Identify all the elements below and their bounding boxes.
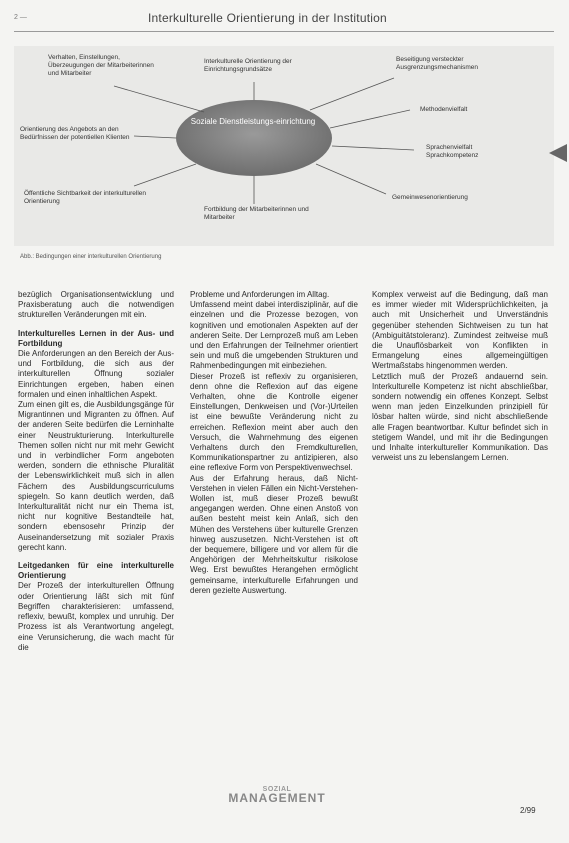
text-column-3 xyxy=(372,290,548,463)
connector-7 xyxy=(134,164,196,186)
header-mark: 2 — xyxy=(14,14,27,21)
paragraph: Der Prozeß der interkulturellen Öffnung oder Orientierung läßt sich mit fünf Begriffen charakterisieren: umfassend, reflexiv, bewußt, komplex und unruhig. Der Prozess ist als Verantwortung angelegt, eine Verunsicherung, die wach macht für die xyxy=(18,581,174,652)
paragraph: Zum einen gilt es, die Ausbildungsgänge für Migrantinnen und Migranten zu öffnen. Auf der anderen Seite bedürfen die Lerninhalte einer Neustrukturierung. Interkulturelle Themen sollen nicht nur mit mehr Gewicht und in verbindlicher Form angeboten werden, sondern die ethnische Pluralität der Lebenswirklichkeit muß sich in allen Fächern des Ausbildungscurriculums spiegeln. So kann deutlich werden, daß Interkulturalität nicht nur ein Thema ist, nicht nur kognitive Bestandteile hat, sondern ebensosehr Prinzip der Auseinandersetzung mit sozialer Praxis gerecht kann. xyxy=(18,400,174,552)
section-heading: Interkulturelles Lernen in der Aus- und Fortbildung xyxy=(18,328,174,348)
node-staff-attitudes: Verhalten, Einstellungen, Überzeugungen der Mitarbeiterinnen und Mitarbeiter xyxy=(48,54,154,77)
paragraph: Probleme und Anforderungen im Alltag. xyxy=(190,290,330,299)
paragraph: Umfassend meint dabei interdisziplinär, auf die einzelnen und die Prozesse bezogen, von kognitiven und emotionalen Aspekten auf der anderen Seite. Der Lernprozeß muß am Leben und den Erfahrungen der Teilnehmer orientiert sein und muß die umgebenden Strukturen und Rahmenbedingungen mit einbeziehen. xyxy=(190,300,358,371)
paragraph: Letztlich muß der Prozeß andauernd sein. Interkulturelle Kompetenz ist nicht abschließbar, sondern notwendig ein offenes Konzept. Selbst wenn man jeden Einzelkunden prinzipiell für lösbar halten würde, sind nicht abschließende alle Fragen beantwortbar. Kultur befindet sich in stetigem Wandel, und mit ihr die Bedingungen und Inhalte interkultureller Kommunikation. Das verweist uns zu lebenslangem Lernen. xyxy=(372,371,548,463)
node-exclusion-mechanisms: Beseitigung versteckter Ausgrenzungsmechanismen xyxy=(396,56,479,71)
node-languages: Sprachenvielfalt Sprachkompetenz xyxy=(426,144,479,159)
center-label: Soziale Dienstleistungs-einrichtung xyxy=(190,117,316,126)
logo-top-text: SOZIAL xyxy=(262,786,292,793)
section-heading: Leitgedanken für eine interkulturelle Orientierung xyxy=(18,561,174,581)
header-rule xyxy=(14,31,554,32)
diagram-figure xyxy=(14,46,554,246)
node-visibility: Öffentliche Sichtbarkeit der interkulturellen Orientierung xyxy=(24,190,146,205)
paragraph: bezüglich Organisationsentwicklung und Praxisberatung auch die notwendigen strukturellen Veränderungen mit ein. xyxy=(18,290,174,320)
text-column-1 xyxy=(18,290,174,653)
connector-4 xyxy=(330,110,410,128)
center-ellipse xyxy=(176,100,332,176)
paragraph: Die Anforderungen an den Bereich der Aus- und Fortbildung, die sich aus der interkulturellen Öffnung sozialer Einrichtungen ergeben, haben einen formalen und einen inhaltlichen Aspekt. xyxy=(18,349,174,399)
node-methods: Methodenvielfalt xyxy=(420,106,468,113)
page-edge-tab xyxy=(549,144,567,162)
paragraph: Dieser Prozeß ist reflexiv zu organisieren, denn ohne die Reflexion auf das eigene Verhalten, ohne die Kontrolle eigener Einstellungen, Denkweisen und (Vor-)Urteilen ist eine bewußte Veränderung nicht zu erreichen. Reflexion meint aber auch den Versuch, die Wahrnehmung des eigenen Verhaltens durch den Fremdkulturellen, Kommunikationspartner zu antizipieren, also eine reflexive Form von Perspektivenwechsel. xyxy=(190,371,358,473)
logo-bottom-text: MANAGEMENT xyxy=(228,791,326,805)
connector-6 xyxy=(332,146,414,150)
figure-caption: Abb.: Bedingungen einer interkulturellen Orientierung xyxy=(20,254,162,260)
paragraph: Komplex verweist auf die Bedingung, daß man es immer wieder mit Widersprüchlichkeiten, ja auch mit Unsicherheit und Unverständnis gegenüber stehenden Sichtweisen zu tun hat (Ambiguitätstoleranz). Zumindest zeitweise muß die Unauflösbarkeit von Konflikten in Ermangelung eines allgemeingültigen Wertmaßstabs hingenommen werden. xyxy=(372,290,548,371)
text-column-2 xyxy=(190,290,358,596)
node-principles: Interkulturelle Orientierung der Einrichtungsgrundsätze xyxy=(204,58,292,73)
page-header xyxy=(0,0,569,38)
paragraph: Aus der Erfahrung heraus, daß Nicht-Verstehen in vielen Fällen ein Nicht-Verstehen-Wollen ist, muß dieser Prozeß bewußt angegangen werden. Ohne einen Anstoß von außen besteht meist kein Anlaß, sich den Mühen des Verstehens über kulturelle Grenzen hinweg auszusetzen. Nicht-Verstehen ist oft der bequemere, billigere und vor allem für die Angehörigen der Mehrheitskultur risikolose Weg. Erst bewußtes Herangehen ermöglicht gemeinsame, interkulturelle Erfahrungen und deren gezielte Auswertung. xyxy=(190,473,358,595)
connector-1 xyxy=(114,86,204,112)
node-client-needs: Orientierung des Angebots an den Bedürfnissen der potentiellen Klienten xyxy=(20,126,130,141)
page-title: Interkulturelle Orientierung in der Institution xyxy=(148,11,387,25)
node-training: Fortbildung der Mitarbeiterinnen und Mitarbeiter xyxy=(204,206,309,221)
page-number: 2/99 xyxy=(520,806,536,815)
magazine-logo xyxy=(218,786,336,805)
node-community: Gemeinwesenorientierung xyxy=(392,194,468,201)
connector-8 xyxy=(316,164,386,194)
connector-3 xyxy=(310,78,394,110)
